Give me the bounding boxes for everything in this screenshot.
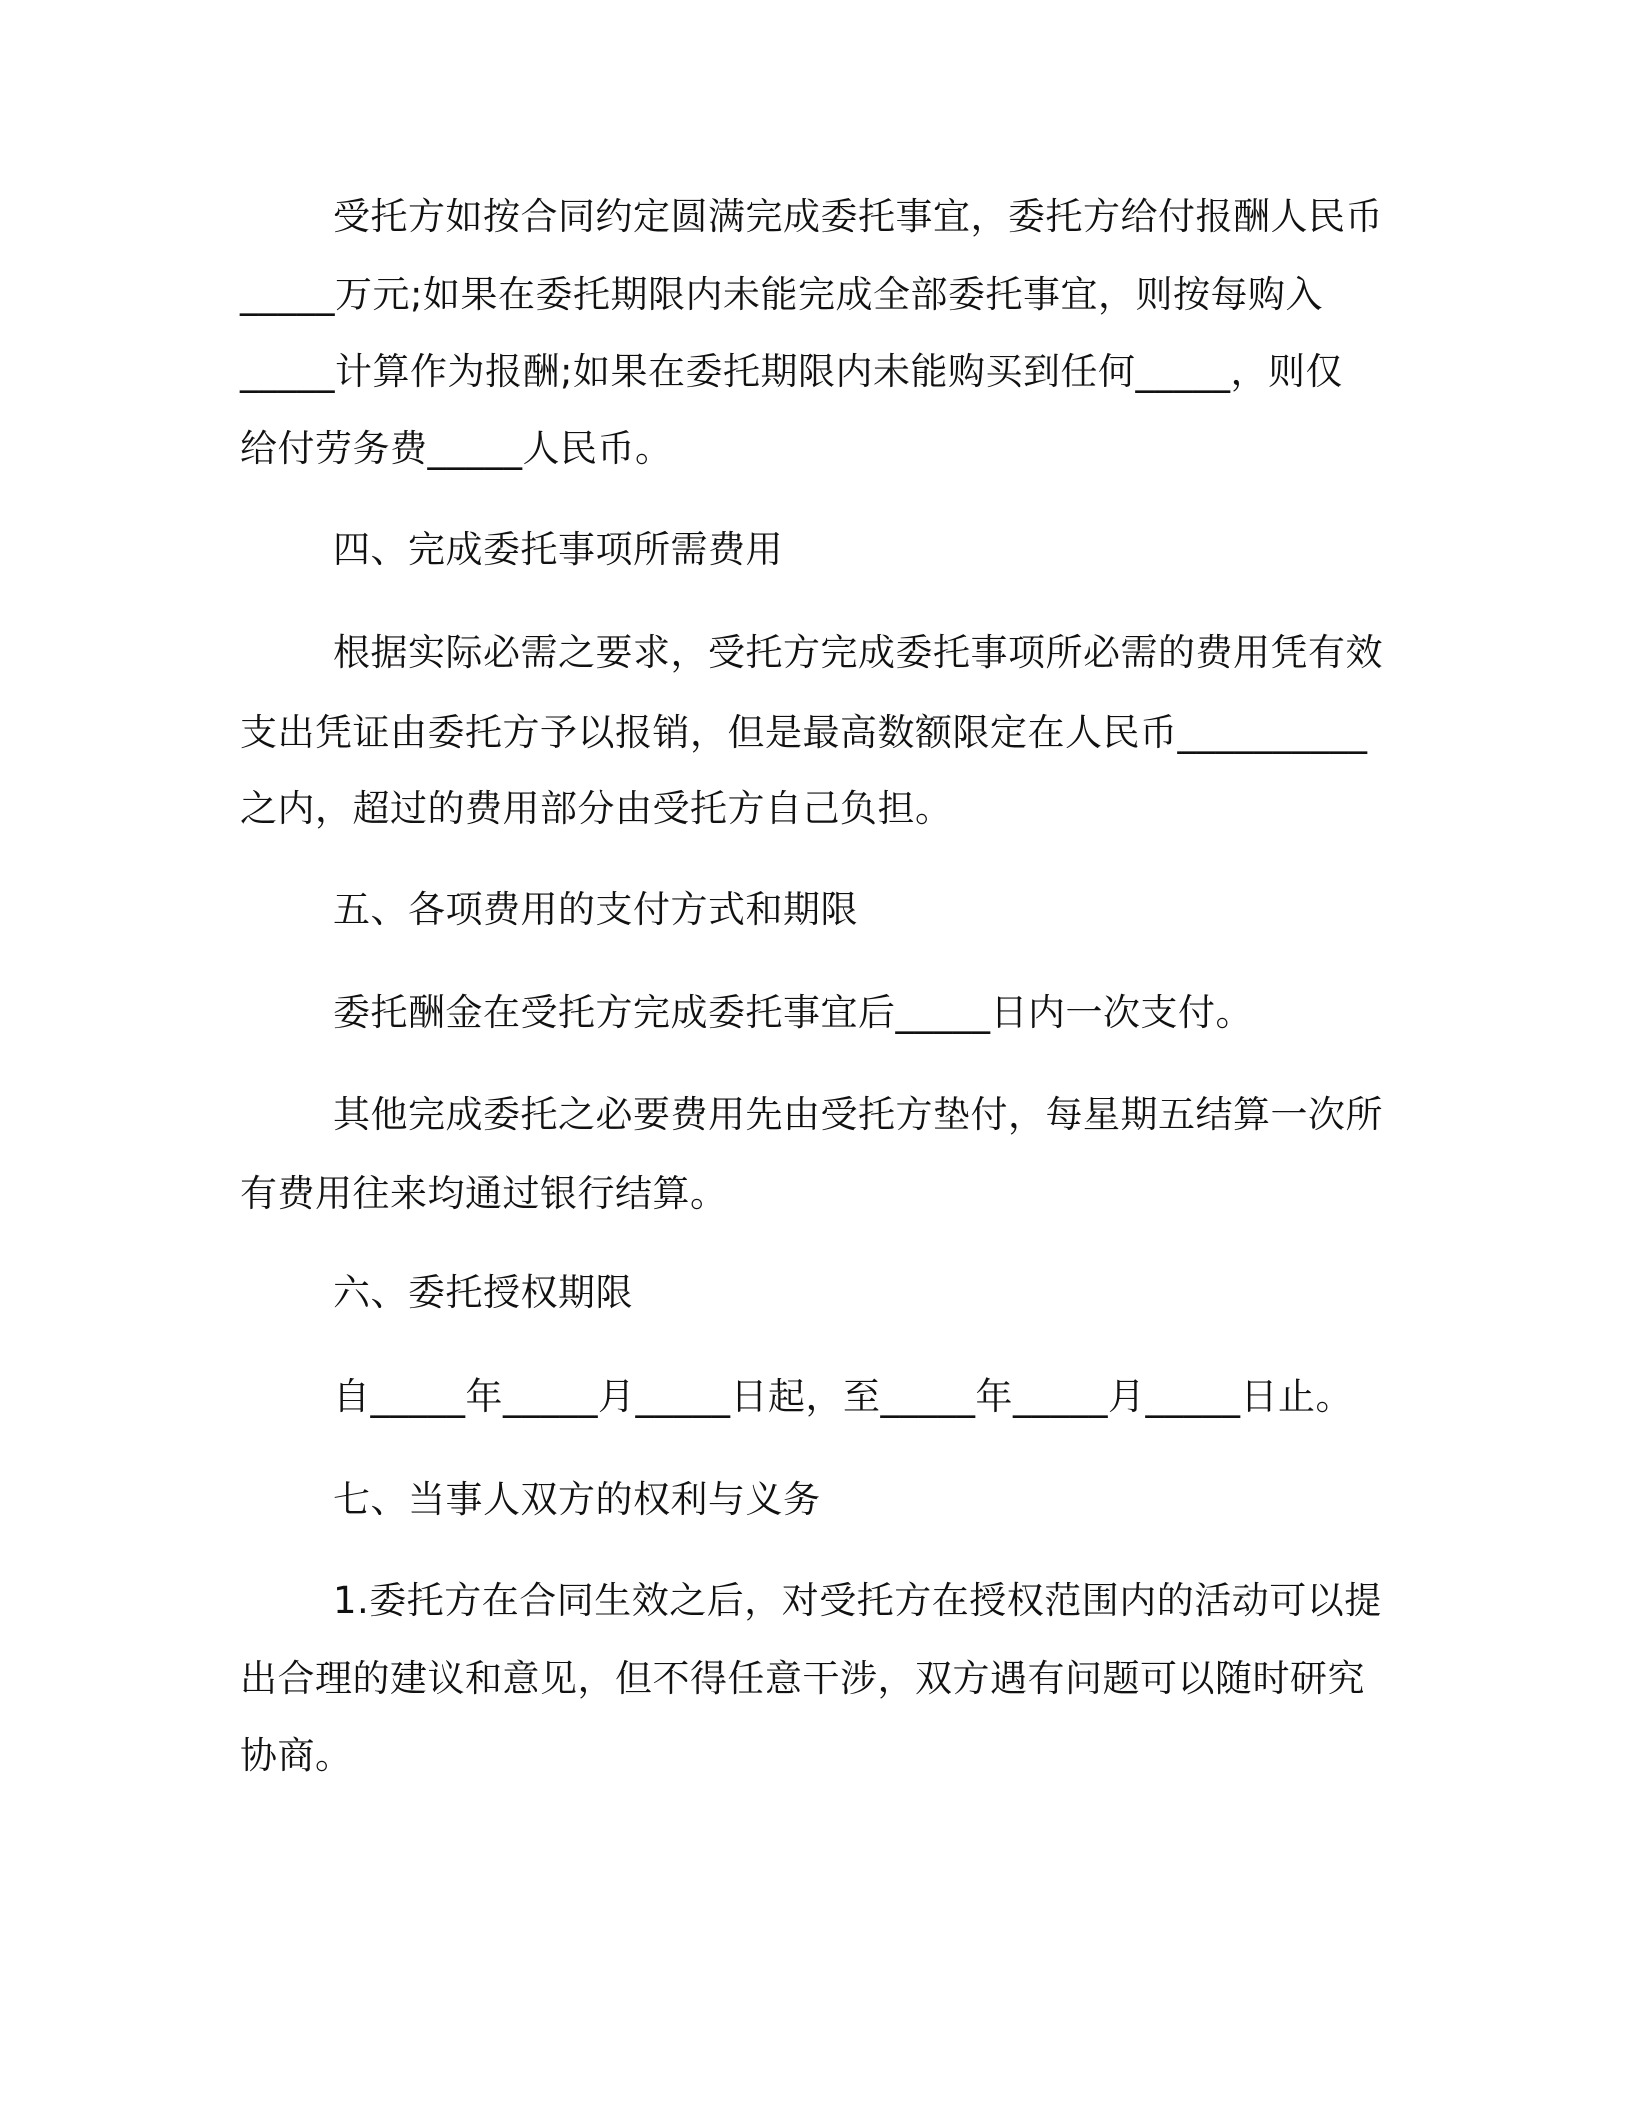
section-heading: 五、各项费用的支付方式和期限 [333,888,858,931]
section-heading: 六、委托授权期限 [333,1271,633,1314]
paragraph-line: 出合理的建议和意见，但不得任意干涉，双方遇有问题可以随时研究 [240,1657,1365,1700]
paragraph-line: 自_____年_____月_____日起，至_____年_____月_____日止。 [333,1375,1353,1418]
paragraph-line: 其他完成委托之必要费用先由受托方垫付，每星期五结算一次所 [333,1093,1383,1136]
paragraph-line: _____计算作为报酬;如果在委托期限内未能购买到任何_____，则仅 [240,350,1343,393]
paragraph-line: 之内，超过的费用部分由受托方自己负担。 [240,787,953,830]
section-heading: 四、完成委托事项所需费用 [333,528,783,571]
paragraph-line: 有费用往来均通过银行结算。 [240,1172,728,1215]
paragraph-line: 协商。 [240,1734,353,1777]
paragraph-line: 支出凭证由委托方予以报销，但是最高数额限定在人民币__________ [240,711,1368,754]
paragraph-line: 受托方如按合同约定圆满完成委托事宜，委托方给付报酬人民币 [333,195,1383,238]
paragraph-line: 根据实际必需之要求，受托方完成委托事项所必需的费用凭有效 [333,631,1383,674]
paragraph-line: 给付劳务费_____人民币。 [240,427,673,470]
section-heading: 七、当事人双方的权利与义务 [333,1478,821,1521]
paragraph-line: 1.委托方在合同生效之后，对受托方在授权范围内的活动可以提 [333,1579,1382,1622]
paragraph-line: _____万元;如果在委托期限内未能完成全部委托事宜，则按每购入 [240,273,1323,316]
paragraph-line: 委托酬金在受托方完成委托事宜后_____日内一次支付。 [333,991,1253,1034]
